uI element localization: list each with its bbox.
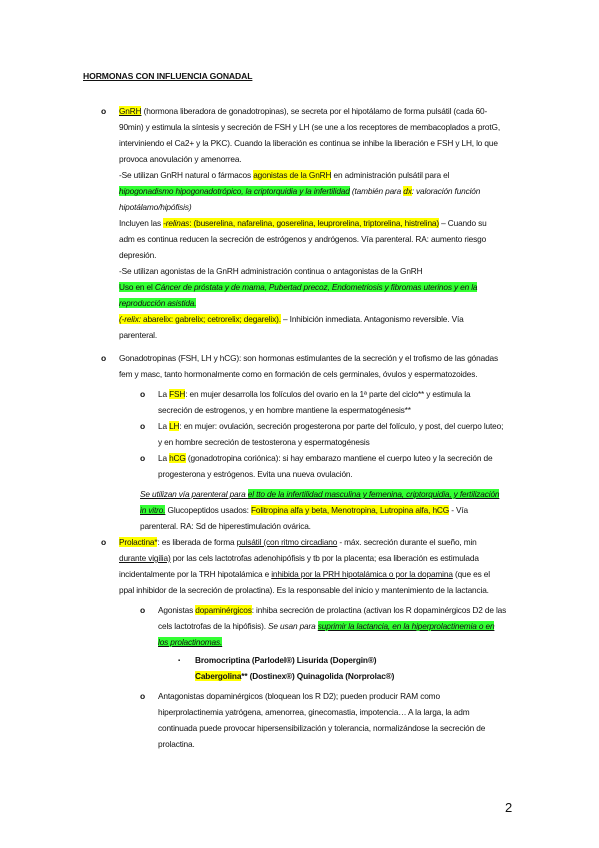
- gonado-line-1: Gonadotropinas (FSH, LH y hCG): son hormonas estimulantes de la secreción y el trofismo de las gónadas: [119, 353, 498, 363]
- drug-line-2: Cabergolina** (Dostinex®) Quinagolida (Norprolac®): [195, 671, 395, 681]
- bullet-lh: o: [140, 421, 146, 431]
- gnrh-line-3: interviniendo el Ca2+ y la PKC). Cuando la liberación es continua se inhibe la liberación e FSH y LH, lo que: [119, 138, 498, 148]
- gonado-line-2: fem y masc, tanto hormonalmente como en formación de cels germinales, óvulos y espermatozoides.: [119, 369, 478, 379]
- drug-line-1: Bromocriptina (Parlodel®) Lisurida (Dopergin®): [195, 655, 377, 665]
- gnrh-line-4: provoca anovulación y amenorrea.: [119, 154, 242, 164]
- gnrh-line-15: parenteral.: [119, 330, 158, 340]
- antago-line-4: prolactina.: [158, 739, 195, 749]
- page-title: HORMONAS CON INFLUENCIA GONADAL: [83, 71, 253, 81]
- prl-line-3: incidentalmente por la TRH hipotalámica e inhibida por la PRH hipotalámica o por la dopamina (que es el: [119, 569, 490, 579]
- fsh-line-1: La FSH: en mujer desarrolla los folículos del ovario en la 1ª parte del ciclo** y estimula la: [158, 389, 471, 399]
- gnrh-line-12: Uso en el Cáncer de próstata y de mama, Pubertad precoz, Endometriosis y fibromas uterinos y en la: [119, 282, 478, 292]
- gnrh-line-14: (-relix: abarelix: gabrelix; cetrorelix; degarelix). – Inhibición inmediata. Antagonismo reversible. Vía: [119, 314, 464, 324]
- hcg-line-1: La hCG (gonadotropina coriónica): si hay embarazo mantiene el cuerpo luteo y la secreción de: [158, 453, 493, 463]
- gonado-use-3: parenteral. RA: Sd de hiperestimulación ovárica.: [140, 521, 311, 531]
- hcg-line-2: progesterona y estrógenos. Evita una nueva ovulación.: [158, 469, 353, 479]
- antago-line-1: Antagonistas dopaminérgicos (bloquean los R D2); pueden producir RAM como: [158, 691, 440, 701]
- gonado-use-2: in vitro. Glucopeptidos usados: Folitropina alfa y beta, Menotropina, Lutropina alfa, hCG - Vía: [140, 505, 468, 515]
- bullet-prolactina: o: [101, 537, 107, 547]
- ago-line-1: Agonistas dopaminérgicos: inhiba secreción de prolactina (activan los R dopaminérgicos D2 de las: [158, 605, 507, 615]
- gnrh-line-9: adm es continua reducen la secreción de estrógenos y andrógenos. Vía parenteral. RA: aumento riesgo: [119, 234, 487, 244]
- page-number: 2: [505, 800, 513, 815]
- gnrh-line-11: -Se utilizan agonistas de la GnRH administración continua o antagonistas de la GnRH: [119, 266, 423, 276]
- gnrh-line-8: Incluyen las -relinas: (buserelina, nafarelina, goserelina, leuprorelina, triptorelina, histrelina) – Cuando su: [119, 218, 487, 228]
- lh-line-1: La LH: en mujer: ovulación, secreción progesterona por parte del folículo, y post, del cuerpo luteo;: [158, 421, 504, 431]
- gnrh-line-1: GnRH (hormona liberadora de gonadotropinas), se secreta por el hipotálamo de forma pulsátil (cada 60-: [119, 106, 488, 116]
- prl-line-2: durante vigilia) por las cels lactotrofas adenohipófisis y tb por la placenta; esa liberación es estimulada: [119, 553, 479, 563]
- bullet-fsh: o: [140, 389, 146, 399]
- bullet-agonistas: o: [140, 605, 146, 615]
- prl-line-4: ppal inhibidor de la secreción de prolactina). Es la responsable del inicio y mantenimiento de la lactancia.: [119, 585, 489, 595]
- fsh-line-2: secreción de estrogenos, y en hombre mantiene la espermatogénesis**: [158, 405, 411, 415]
- lh-line-2: y en hombre secreción de testosterona y espermatogénesis: [158, 437, 370, 447]
- bullet-drug-1: ▪: [178, 658, 181, 664]
- antago-line-2: hiperprolactinemia yatrógena, amenorrea, ginecomastia, impotencia… A la larga, la adm: [158, 707, 470, 717]
- gnrh-name: GnRH: [119, 106, 142, 116]
- bullet-hcg: o: [140, 453, 146, 463]
- ago-line-3: los prolactinomas.: [158, 637, 223, 647]
- gonado-use-1: Se utilizan vía parenteral para el tto de la infertilidad masculina y femenina, criptorquidia, y fertilización: [140, 489, 500, 499]
- gnrh-line-10: depresión.: [119, 250, 157, 260]
- gnrh-line-2: 90min) y estimula la síntesis y secreción de FSH y LH (se une a los receptores de membacoplados a protG,: [119, 122, 500, 132]
- bullet-gnrh: o: [101, 106, 107, 116]
- ago-line-2: cels lactotrofas de la hipófisis). Se usan para suprimir la lactancia, en la hiperprolactinemia o en: [158, 621, 495, 631]
- gnrh-line-7: hipotálamo/hipófisis): [119, 202, 192, 212]
- gnrh-line-6: hipogonadismo hipogonadotrópico, la criptorquidia y la infertilidad (también para dx: valoración función: [119, 186, 481, 196]
- gnrh-line-5: -Se utilizan GnRH natural o fármacos agonistas de la GnRH en administración pulsátil para el: [119, 170, 450, 180]
- bullet-antagonistas: o: [140, 691, 146, 701]
- gnrh-line-13: reproducción asistida.: [119, 298, 197, 308]
- prl-line-1: Prolactina*: es liberada de forma pulsátil (con ritmo circadiano - máx. secreción durante el sueño, min: [119, 537, 477, 547]
- antago-line-3: continuada puede provocar hipersensibilización y tolerancia, normalizándose la secreción de: [158, 723, 486, 733]
- bullet-gonadotropinas: o: [101, 353, 107, 363]
